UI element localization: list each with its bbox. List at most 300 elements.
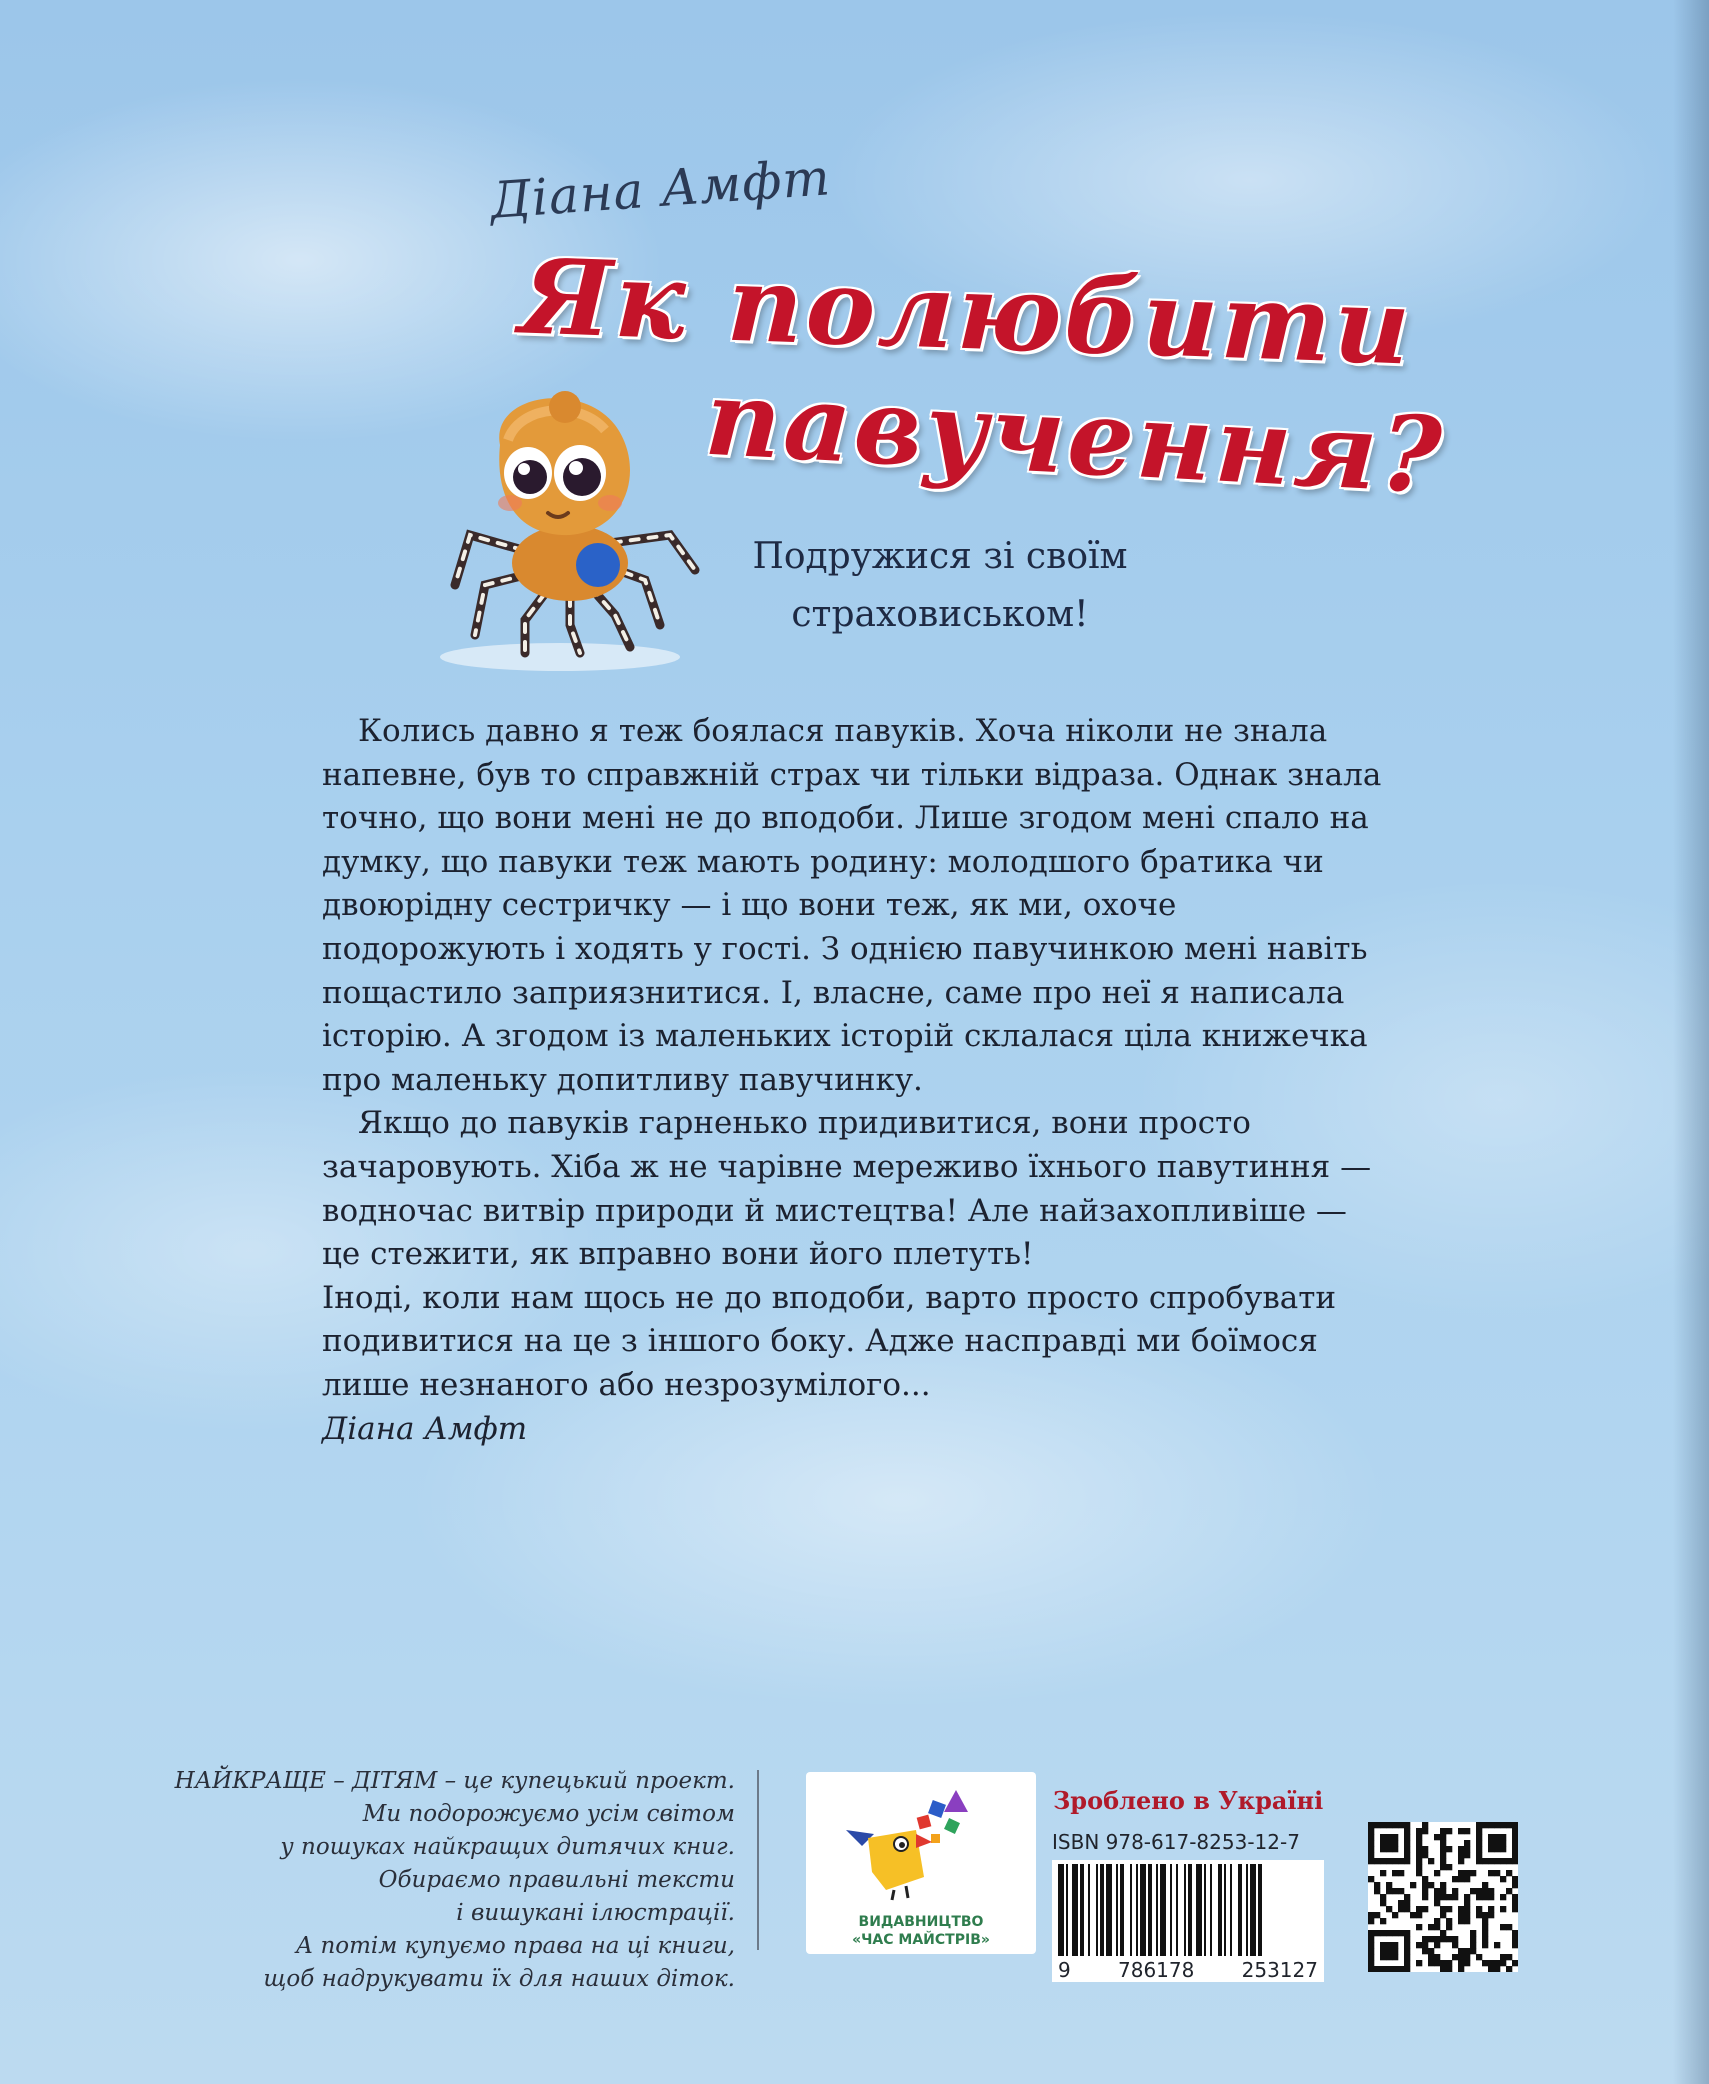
qr-module <box>1380 1858 1386 1864</box>
qr-module <box>1440 1966 1446 1972</box>
qr-module <box>1464 1918 1470 1924</box>
qr-module <box>1476 1846 1482 1852</box>
qr-module <box>1404 1942 1410 1948</box>
qr-module <box>1446 1906 1452 1912</box>
qr-module <box>1500 1822 1506 1828</box>
qr-module <box>1458 1846 1464 1852</box>
qr-module <box>1476 1912 1482 1918</box>
subtitle-line-1: Подружися зі своїм <box>752 536 1128 577</box>
qr-module <box>1404 1948 1410 1954</box>
qr-module <box>1494 1822 1500 1828</box>
qr-module <box>1380 1942 1386 1948</box>
qr-module <box>1416 1858 1422 1864</box>
qr-module <box>1446 1936 1452 1942</box>
promo-text <box>155 1765 735 1996</box>
qr-module <box>1488 1894 1494 1900</box>
qr-module <box>1500 1924 1506 1930</box>
qr-module <box>1512 1852 1518 1858</box>
qr-module <box>1374 1858 1380 1864</box>
qr-module <box>1512 1846 1518 1852</box>
barcode-bar <box>1080 1864 1084 1956</box>
qr-module <box>1452 1954 1458 1960</box>
barcode-bar <box>1196 1864 1202 1956</box>
barcode-digit-group: 786178 <box>1118 1958 1195 1982</box>
barcode-bar <box>1116 1864 1118 1956</box>
qr-module <box>1392 1954 1398 1960</box>
qr-module <box>1440 1960 1446 1966</box>
qr-module <box>1482 1858 1488 1864</box>
qr-module <box>1488 1960 1494 1966</box>
qr-module <box>1440 1852 1446 1858</box>
qr-module <box>1368 1954 1374 1960</box>
qr-module <box>1380 1900 1386 1906</box>
barcode-bar <box>1176 1864 1178 1956</box>
qr-module <box>1392 1870 1398 1876</box>
qr-module <box>1512 1858 1518 1864</box>
subtitle-line-2: страховиськом! <box>791 594 1089 635</box>
qr-module <box>1368 1846 1374 1852</box>
qr-module <box>1482 1942 1488 1948</box>
qr-module <box>1494 1942 1500 1948</box>
blurb-line: водночас витвір природи й мистецтва! Але найзахопливіше — <box>322 1192 1347 1229</box>
blurb-line: зачаровують. Хіба ж не чарівне мереживо їхнього павутиння — <box>322 1148 1372 1185</box>
qr-module <box>1470 1948 1476 1954</box>
publisher-name-line-1: ВИДАВНИЦТВО <box>858 1914 984 1930</box>
qr-module <box>1386 1906 1392 1912</box>
qr-module <box>1464 1948 1470 1954</box>
qr-module <box>1482 1924 1488 1930</box>
qr-module <box>1434 1900 1440 1906</box>
qr-module <box>1440 1828 1446 1834</box>
qr-module <box>1380 1870 1386 1876</box>
qr-module <box>1452 1936 1458 1942</box>
qr-module <box>1422 1936 1428 1942</box>
qr-module <box>1500 1906 1506 1912</box>
spine-shadow <box>1673 0 1709 2084</box>
barcode-bar <box>1204 1864 1206 1956</box>
qr-module <box>1368 1930 1374 1936</box>
qr-module <box>1482 1882 1488 1888</box>
qr-module <box>1440 1894 1446 1900</box>
qr-module <box>1512 1942 1518 1948</box>
qr-module <box>1404 1930 1410 1936</box>
qr-module <box>1494 1846 1500 1852</box>
qr-module <box>1404 1936 1410 1942</box>
qr-module <box>1458 1966 1464 1972</box>
qr-module <box>1458 1954 1464 1960</box>
qr-module <box>1500 1894 1506 1900</box>
qr-module <box>1422 1876 1428 1882</box>
qr-module <box>1470 1870 1476 1876</box>
qr-module <box>1458 1852 1464 1858</box>
qr-module <box>1368 1936 1374 1942</box>
barcode-bar <box>1120 1864 1124 1956</box>
spider-illustration <box>430 385 730 675</box>
qr-module <box>1440 1864 1446 1870</box>
qr-module <box>1410 1912 1416 1918</box>
qr-module <box>1404 1840 1410 1846</box>
qr-module <box>1512 1900 1518 1906</box>
qr-module <box>1458 1876 1464 1882</box>
qr-module <box>1434 1954 1440 1960</box>
blurb <box>322 710 1382 1451</box>
qr-module <box>1404 1858 1410 1864</box>
qr-module <box>1464 1828 1470 1834</box>
blurb-line: думку, що павуки теж мають родину: молодшого братика чи <box>322 843 1324 880</box>
qr-module <box>1470 1930 1476 1936</box>
qr-module <box>1386 1858 1392 1864</box>
qr-module <box>1386 1846 1392 1852</box>
qr-module <box>1386 1882 1392 1888</box>
qr-module <box>1386 1942 1392 1948</box>
qr-module <box>1392 1840 1398 1846</box>
qr-module <box>1368 1948 1374 1954</box>
qr-module <box>1422 1948 1428 1954</box>
qr-module <box>1392 1966 1398 1972</box>
qr-module <box>1476 1828 1482 1834</box>
qr-module <box>1368 1942 1374 1948</box>
qr-code <box>1368 1822 1518 1972</box>
barcode-bar <box>1066 1864 1068 1956</box>
promo-line: у пошуках найкращих дитячих книг. <box>280 1834 735 1860</box>
qr-module <box>1476 1954 1482 1960</box>
barcode <box>1052 1860 1324 1960</box>
qr-module <box>1476 1888 1482 1894</box>
qr-module <box>1386 1834 1392 1840</box>
promo-line: і вишукані ілюстрації. <box>456 1900 735 1926</box>
qr-module <box>1392 1942 1398 1948</box>
qr-module <box>1470 1942 1476 1948</box>
barcode-bar <box>1100 1864 1104 1956</box>
qr-module <box>1512 1936 1518 1942</box>
qr-module <box>1512 1960 1518 1966</box>
divider <box>757 1770 759 1950</box>
qr-module <box>1434 1834 1440 1840</box>
qr-module <box>1380 1948 1386 1954</box>
qr-module <box>1374 1966 1380 1972</box>
qr-module <box>1458 1906 1464 1912</box>
barcode-bar <box>1136 1864 1138 1956</box>
qr-module <box>1374 1930 1380 1936</box>
qr-module <box>1422 1894 1428 1900</box>
qr-module <box>1422 1888 1428 1894</box>
qr-module <box>1422 1846 1428 1852</box>
qr-module <box>1458 1918 1464 1924</box>
qr-module <box>1398 1930 1404 1936</box>
qr-module <box>1416 1912 1422 1918</box>
qr-module <box>1416 1852 1422 1858</box>
qr-module <box>1482 1822 1488 1828</box>
qr-module <box>1452 1876 1458 1882</box>
barcode-bar <box>1160 1864 1166 1956</box>
qr-module <box>1434 1936 1440 1942</box>
qr-module <box>1452 1888 1458 1894</box>
blurb-signature: Діана Амфт <box>322 1410 528 1447</box>
qr-module <box>1374 1882 1380 1888</box>
qr-module <box>1416 1924 1422 1930</box>
qr-module <box>1464 1840 1470 1846</box>
qr-module <box>1512 1882 1518 1888</box>
qr-module <box>1488 1966 1494 1972</box>
qr-module <box>1476 1894 1482 1900</box>
qr-module <box>1482 1894 1488 1900</box>
qr-module <box>1452 1894 1458 1900</box>
qr-module <box>1368 1852 1374 1858</box>
qr-module <box>1440 1882 1446 1888</box>
qr-module <box>1500 1960 1506 1966</box>
qr-module <box>1386 1948 1392 1954</box>
qr-module <box>1464 1876 1470 1882</box>
barcode-bar <box>1188 1864 1192 1956</box>
qr-module <box>1446 1924 1452 1930</box>
qr-module <box>1398 1900 1404 1906</box>
promo-line: НАЙКРАЩЕ – ДІТЯМ – це купецький проект. <box>174 1768 735 1794</box>
barcode-bar <box>1224 1864 1226 1956</box>
qr-module <box>1398 1870 1404 1876</box>
qr-module <box>1500 1834 1506 1840</box>
qr-module <box>1392 1912 1398 1918</box>
qr-module <box>1458 1948 1464 1954</box>
qr-module <box>1392 1822 1398 1828</box>
qr-module <box>1368 1960 1374 1966</box>
qr-module <box>1386 1888 1392 1894</box>
qr-module <box>1488 1888 1494 1894</box>
barcode-bar <box>1148 1864 1152 1956</box>
blurb-line: подорожують і ходять у гості. З однією павучинкою мені навіть <box>322 930 1368 967</box>
qr-module <box>1464 1954 1470 1960</box>
qr-module <box>1434 1894 1440 1900</box>
blurb-line: Іноді, коли нам щось не до вподоби, варто просто спробувати <box>322 1279 1337 1316</box>
qr-module <box>1380 1846 1386 1852</box>
blurb-line: Колись давно я теж боялася павуків. Хоча ніколи не знала <box>358 713 1328 749</box>
qr-module <box>1458 1960 1464 1966</box>
barcode-digit-group: 253127 <box>1241 1958 1318 1982</box>
qr-module <box>1464 1870 1470 1876</box>
qr-module <box>1488 1846 1494 1852</box>
qr-module <box>1422 1906 1428 1912</box>
qr-module <box>1464 1894 1470 1900</box>
qr-module <box>1404 1906 1410 1912</box>
qr-module <box>1476 1840 1482 1846</box>
qr-module <box>1464 1900 1470 1906</box>
barcode-bar <box>1156 1864 1158 1956</box>
qr-module <box>1380 1822 1386 1828</box>
qr-module <box>1446 1846 1452 1852</box>
qr-module <box>1404 1846 1410 1852</box>
qr-module <box>1506 1954 1512 1960</box>
qr-module <box>1410 1882 1416 1888</box>
qr-module <box>1392 1930 1398 1936</box>
qr-module <box>1440 1912 1446 1918</box>
qr-module <box>1464 1960 1470 1966</box>
blurb-line: двоюрідну сестричку — і що вони теж, як ми, охоче <box>322 887 1177 924</box>
qr-module <box>1440 1846 1446 1852</box>
qr-module <box>1434 1924 1440 1930</box>
qr-module <box>1368 1912 1374 1918</box>
qr-module <box>1416 1834 1422 1840</box>
qr-module <box>1506 1870 1512 1876</box>
qr-module <box>1392 1858 1398 1864</box>
qr-module <box>1386 1930 1392 1936</box>
qr-module <box>1398 1888 1404 1894</box>
qr-module <box>1428 1882 1434 1888</box>
qr-module <box>1386 1954 1392 1960</box>
qr-module <box>1452 1942 1458 1948</box>
publisher-name-line-2: «ЧАС МАЙСТРІВ» <box>852 1932 990 1948</box>
qr-module <box>1422 1828 1428 1834</box>
qr-module <box>1404 1954 1410 1960</box>
qr-module <box>1416 1846 1422 1852</box>
qr-module <box>1386 1966 1392 1972</box>
qr-module <box>1374 1888 1380 1894</box>
qr-module <box>1488 1858 1494 1864</box>
qr-module <box>1416 1840 1422 1846</box>
qr-module <box>1428 1954 1434 1960</box>
qr-module <box>1404 1822 1410 1828</box>
qr-module <box>1440 1834 1446 1840</box>
qr-module <box>1494 1834 1500 1840</box>
qr-module <box>1512 1822 1518 1828</box>
qr-module <box>1506 1924 1512 1930</box>
qr-module <box>1476 1906 1482 1912</box>
qr-module <box>1446 1828 1452 1834</box>
qr-module <box>1380 1954 1386 1960</box>
qr-module <box>1434 1942 1440 1948</box>
qr-module <box>1494 1966 1500 1972</box>
qr-module <box>1398 1906 1404 1912</box>
qr-module <box>1506 1822 1512 1828</box>
qr-module <box>1416 1828 1422 1834</box>
qr-module <box>1434 1960 1440 1966</box>
qr-module <box>1368 1858 1374 1864</box>
qr-module <box>1428 1924 1434 1930</box>
isbn: ISBN 978-617-8253-12-7 <box>1052 1830 1300 1854</box>
qr-module <box>1482 1888 1488 1894</box>
blurb-line: це стежити, як вправно вони його плетуть! <box>322 1236 1034 1273</box>
promo-line: Ми подорожуємо усім світом <box>362 1801 735 1827</box>
qr-module <box>1416 1870 1422 1876</box>
bird-logo-icon <box>806 1772 1036 1902</box>
qr-module <box>1482 1960 1488 1966</box>
qr-module <box>1440 1936 1446 1942</box>
qr-module <box>1458 1858 1464 1864</box>
qr-module <box>1500 1954 1506 1960</box>
qr-module <box>1374 1912 1380 1918</box>
qr-module <box>1380 1894 1386 1900</box>
qr-module <box>1476 1822 1482 1828</box>
qr-module <box>1446 1966 1452 1972</box>
qr-module <box>1446 1894 1452 1900</box>
title-line-1: Як полюбити <box>518 234 1415 389</box>
qr-module <box>1422 1852 1428 1858</box>
qr-module <box>1482 1930 1488 1936</box>
qr-module <box>1428 1948 1434 1954</box>
qr-module <box>1404 1900 1410 1906</box>
qr-module <box>1458 1912 1464 1918</box>
barcode-bar <box>1106 1864 1112 1956</box>
qr-module <box>1392 1888 1398 1894</box>
qr-module <box>1488 1822 1494 1828</box>
qr-module <box>1482 1912 1488 1918</box>
barcode-bar <box>1246 1864 1248 1956</box>
barcode-bar <box>1210 1864 1212 1956</box>
qr-module <box>1440 1930 1446 1936</box>
qr-module <box>1512 1930 1518 1936</box>
qr-code-icon <box>1368 1822 1518 1972</box>
qr-module <box>1416 1942 1422 1948</box>
qr-module <box>1470 1936 1476 1942</box>
made-in-ukraine: Зроблено в Україні <box>1053 1786 1324 1815</box>
qr-module <box>1488 1906 1494 1912</box>
qr-module <box>1440 1906 1446 1912</box>
qr-module <box>1434 1888 1440 1894</box>
qr-module <box>1386 1822 1392 1828</box>
qr-module <box>1482 1936 1488 1942</box>
qr-module <box>1368 1918 1374 1924</box>
blurb-line: пощастило заприязнитися. І, власне, саме про неї я написала <box>322 974 1345 1011</box>
blurb-line: подивитися на це з іншого боку. Адже насправді ми боїмося <box>322 1323 1318 1360</box>
qr-module <box>1404 1834 1410 1840</box>
qr-module <box>1512 1894 1518 1900</box>
qr-module <box>1476 1858 1482 1864</box>
qr-module <box>1476 1834 1482 1840</box>
qr-module <box>1482 1918 1488 1924</box>
qr-module <box>1368 1840 1374 1846</box>
blurb-line: напевне, був то справжній страх чи тільки відраза. Однак знала <box>322 756 1382 793</box>
qr-module <box>1416 1864 1422 1870</box>
qr-module <box>1368 1876 1374 1882</box>
qr-module <box>1398 1858 1404 1864</box>
qr-module <box>1368 1822 1374 1828</box>
qr-module <box>1428 1936 1434 1942</box>
qr-module <box>1392 1846 1398 1852</box>
qr-module <box>1404 1966 1410 1972</box>
qr-module <box>1512 1840 1518 1846</box>
qr-module <box>1470 1888 1476 1894</box>
qr-module <box>1434 1918 1440 1924</box>
barcode-bar <box>1058 1864 1064 1956</box>
qr-module <box>1380 1930 1386 1936</box>
qr-module <box>1476 1852 1482 1858</box>
publisher-logo <box>806 1772 1036 1954</box>
subtitle <box>740 528 1140 644</box>
qr-module <box>1404 1960 1410 1966</box>
qr-module <box>1464 1906 1470 1912</box>
blurb-line: точно, що вони мені не до вподоби. Лише згодом мені спало на <box>322 800 1369 837</box>
qr-module <box>1446 1960 1452 1966</box>
qr-module <box>1446 1918 1452 1924</box>
qr-module <box>1380 1840 1386 1846</box>
qr-module <box>1506 1858 1512 1864</box>
barcode-bar <box>1096 1864 1098 1956</box>
qr-module <box>1428 1960 1434 1966</box>
qr-module <box>1404 1894 1410 1900</box>
blurb-line: про маленьку допитливу павучинку. <box>322 1061 923 1098</box>
qr-module <box>1440 1858 1446 1864</box>
barcode-bar <box>1072 1864 1078 1956</box>
author-name: Діана Амфт <box>488 148 833 230</box>
title-line-2: павучення? <box>702 355 1448 518</box>
blurb-line: Якщо до павуків гарненько придивитися, вони просто <box>358 1105 1251 1142</box>
qr-module <box>1458 1870 1464 1876</box>
barcode-bar <box>1170 1864 1172 1956</box>
qr-module <box>1512 1876 1518 1882</box>
qr-module <box>1368 1966 1374 1972</box>
qr-module <box>1440 1888 1446 1894</box>
barcode-bar <box>1230 1864 1232 1956</box>
qr-module <box>1494 1858 1500 1864</box>
qr-module <box>1368 1834 1374 1840</box>
